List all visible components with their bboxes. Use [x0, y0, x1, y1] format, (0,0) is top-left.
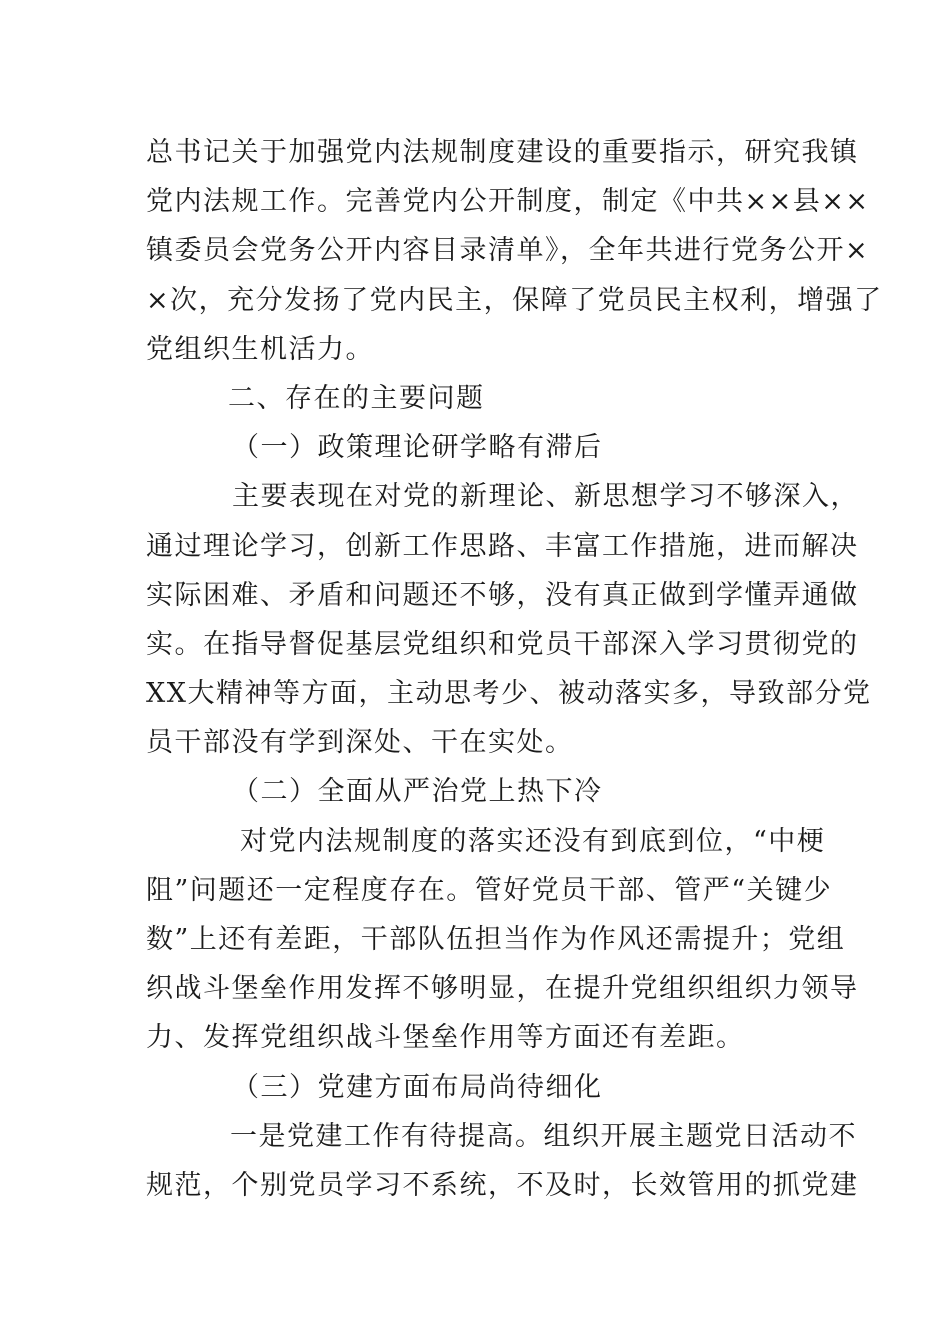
text-line: 对党内法规制度的落实还没有到底到位，“中梗	[240, 825, 826, 857]
section-heading: 二、存在的主要问题	[228, 382, 485, 414]
paragraph-theory-study	[146, 472, 872, 767]
text-line: 阻”问题还一定程度存在。管好党员干部、管严“关键少	[146, 874, 833, 906]
text-line: 一是党建工作有待提高。组织开展主题党日活动不	[230, 1120, 857, 1152]
subsection-heading-2: （二）全面从严治党上热下冷	[232, 776, 603, 808]
subsection-heading-1: （一）政策理论研学略有滞后	[232, 432, 603, 464]
text-line: 总书记关于加强党内法规制度建设的重要指示，研究我镇	[146, 137, 859, 168]
text-line: ×次，充分发扬了党内民主，保障了党员民主权利，增强了	[146, 284, 883, 316]
text-line: 员干部没有学到深处、干在实处。	[146, 727, 574, 759]
text-line: 实际困难、矛盾和问题还不够，没有真正做到学懂弄通做	[146, 579, 859, 611]
text-line: 规范，个别党员学习不系统，不及时，长效管用的抓党建	[146, 1169, 859, 1201]
paragraph-party-building	[146, 1112, 859, 1210]
paragraph-party-regulations	[146, 128, 883, 374]
text-line: 通过理论学习，创新工作思路、丰富工作措施，进而解决	[146, 530, 859, 562]
text-line: 实。在指导督促基层党组织和党员干部深入学习贯彻党的	[146, 628, 859, 660]
text-line: 数”上还有差距，干部队伍担当作为作风还需提升；党组	[146, 924, 846, 955]
text-line: 党组织生机活力。	[146, 333, 374, 365]
text-line: 党内法规工作。完善党内公开制度，制定《中共××县××	[146, 186, 870, 218]
text-line: 镇委员会党务公开内容目录清单》，全年共进行党务公开×	[146, 235, 870, 267]
text-line: XX大精神等方面，主动思考少、被动落实多，导致部分党	[146, 678, 872, 710]
subsection-heading-3: （三）党建方面布局尚待细化	[232, 1071, 603, 1103]
text-line: 织战斗堡垒作用发挥不够明显，在提升党组织组织力领导	[146, 973, 859, 1005]
text-line: 主要表现在对党的新理论、新思想学习不够深入，	[232, 481, 859, 513]
text-line: 力、发挥党组织战斗堡垒作用等方面还有差距。	[146, 1022, 745, 1054]
document-body	[146, 128, 883, 1210]
paragraph-strict-governance	[146, 817, 859, 1063]
